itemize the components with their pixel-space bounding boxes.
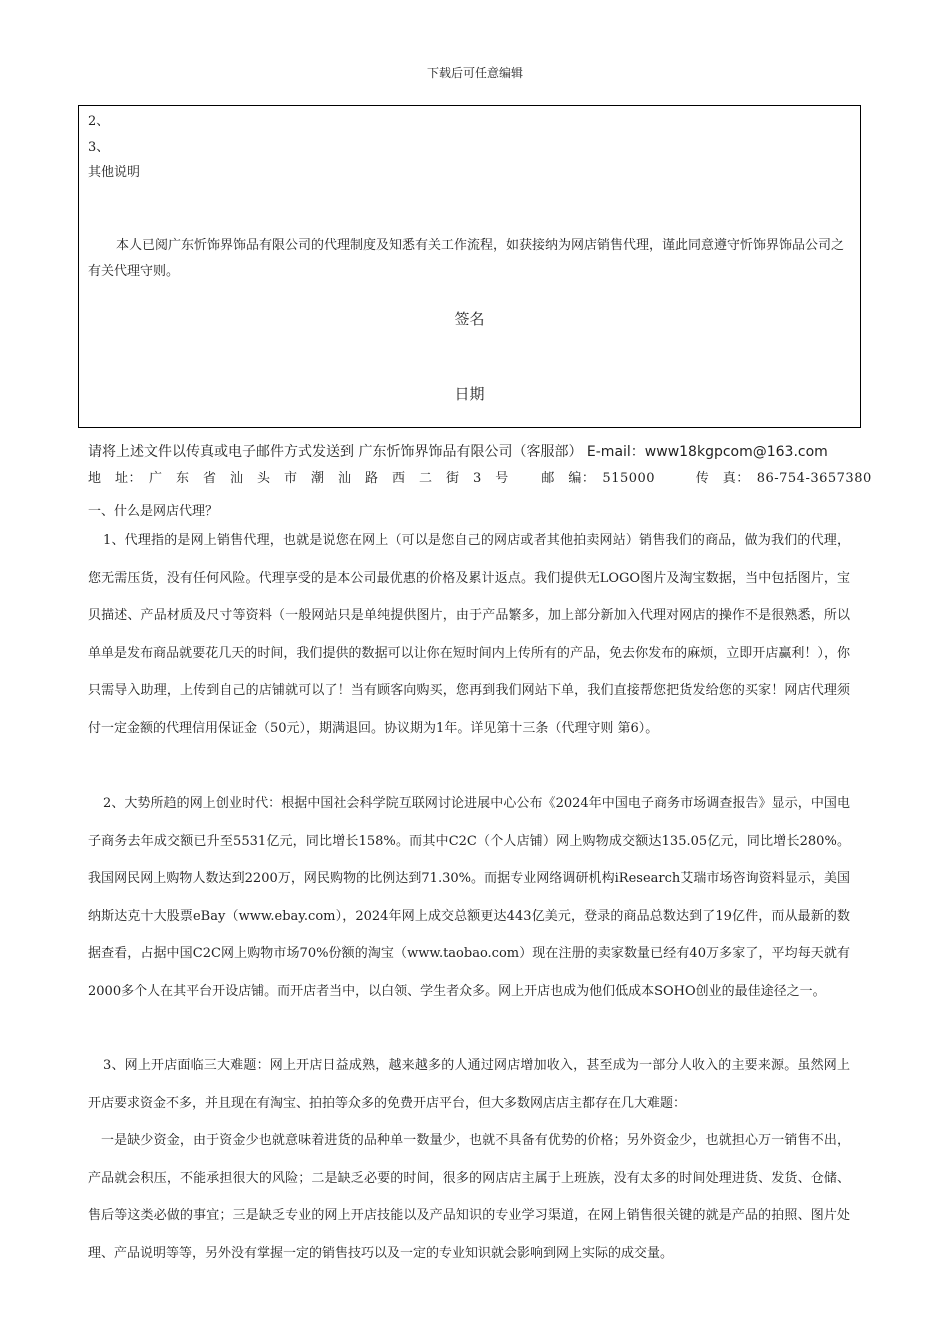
section-title: 一、什么是网店代理？ [88,504,219,519]
agreement-text: 本人已阅广东忻饰界饰品有限公司的代理制度及知悉有关工作流程，如获接纳为网店销售代理，谨此同意遵守忻饰界饰品公司之有关代理守则。 [88,238,845,279]
paragraph-online-business-trend: 2、大势所趋的网上创业时代：根据中国社会科学院互联网讨论进展中心公布《2024年中国电子商务市场调查报告》显示，中国电子商务去年成交额已升至5531亿元，同比增长158%。而其中C2C（个人店铺）网上购物成交额达135.05亿元，同比增长280%。我国网民网上购物人数达到2200万，网民购物的比例达到71.30%。而据专业网络调研机构iResearch艾瑞市场咨询资料显示，美国纳斯达克十大股票eBay（www.ebay.com），2024年网上成交总额更达443亿美元，登录的商品总数达到了19亿件，而从最新的数据查看，占据中国C2C网上购物市场70%份额的淘宝（www.taobao.com）现在注册的卖家数量已经有40万多家了，平均每天就有2000多个人在其平台开设店铺。而开店者当中，以白领、学生者众多。网上开店也成为他们低成本SOHO创业的最佳途径之一。 [88,796,850,999]
header-note: 下载后可任意编辑 [426,66,523,80]
signature-label: 签名 [454,310,485,328]
form-item-3: 3、 [88,140,110,155]
send-text: 请将上述文件以传真或电子邮件方式发送到 广东忻饰界饰品有限公司（客服部） [88,444,583,460]
paragraph-three-problems: 3、网上开店面临三大难题：网上开店日益成熟，越来越多的人通过网店增加收入，甚至成为一部分人收入的主要来源。虽然网上开店要求资金不多，并且现在有淘宝、拍拍等众多的免费开店平台，但大多数网店店主都存在几大难题： [88,1058,850,1111]
paragraph-agent-definition: 1、代理指的是网上销售代理，也就是说您在网上（可以是您自己的网店或者其他拍卖网站）销售我们的商品，做为我们的代理，您无需压货，没有任何风险。代理享受的是本公司最优惠的价格及累计返点。我们提供无LOGO图片及淘宝数据，当中包括图片，宝贝描述、产品材质及尺寸等资料（一般网站只是单纯提供图片，由于产品繁多，加上部分新加入代理对网店的操作不是很熟悉，所以单单是发布商品就要花几天的时间，我们提供的数据可以让你在短时间内上传所有的产品，免去你发布的麻烦，立即开店赢利！），你只需导入助理，上传到自己的店铺就可以了！当有顾客向购买，您再到我们网站下单，我们直接帮您把货发给您的买家！网店代理须付一定金额的代理信用保证金（50元），期满退回。协议期为1年。详见第十三条（代理守则 第6）。 [88,533,850,736]
paragraph-problem-details: 一是缺少资金，由于资金少也就意味着进货的品种单一数量少，也就不具备有优势的价格；另外资金少，也就担心万一销售不出，产品就会积压，不能承担很大的风险；二是缺乏必要的时间，很多的网店店主属于上班族，没有太多的时间处理进货、发货、仓储、售后等这类必做的事宜；三是缺乏专业的网上开店技能以及产品知识的专业学习渠道，在网上销售很关键的就是产品的拍照、图片处理、产品说明等等，另外没有掌握一定的销售技巧以及一定的专业知识就会影响到网上实际的成交量。 [88,1133,850,1261]
contact-details [88,467,872,486]
date-label: 日期 [454,385,485,403]
form-item-2: 2、 [88,114,110,129]
email-address: E-mail：www18kgpcom@163.com [586,444,828,460]
send-instructions [88,441,828,461]
agreement-form-box [78,105,861,428]
fax-text: 传 真： 86-754-3657380 [695,471,872,486]
postcode-text: 邮 编： 515000 [541,471,656,486]
address-text: 地 址： 广 东 省 汕 头 市 潮 汕 路 西 二 街 3 号 [88,471,509,486]
other-notes-label: 其他说明 [88,165,141,180]
